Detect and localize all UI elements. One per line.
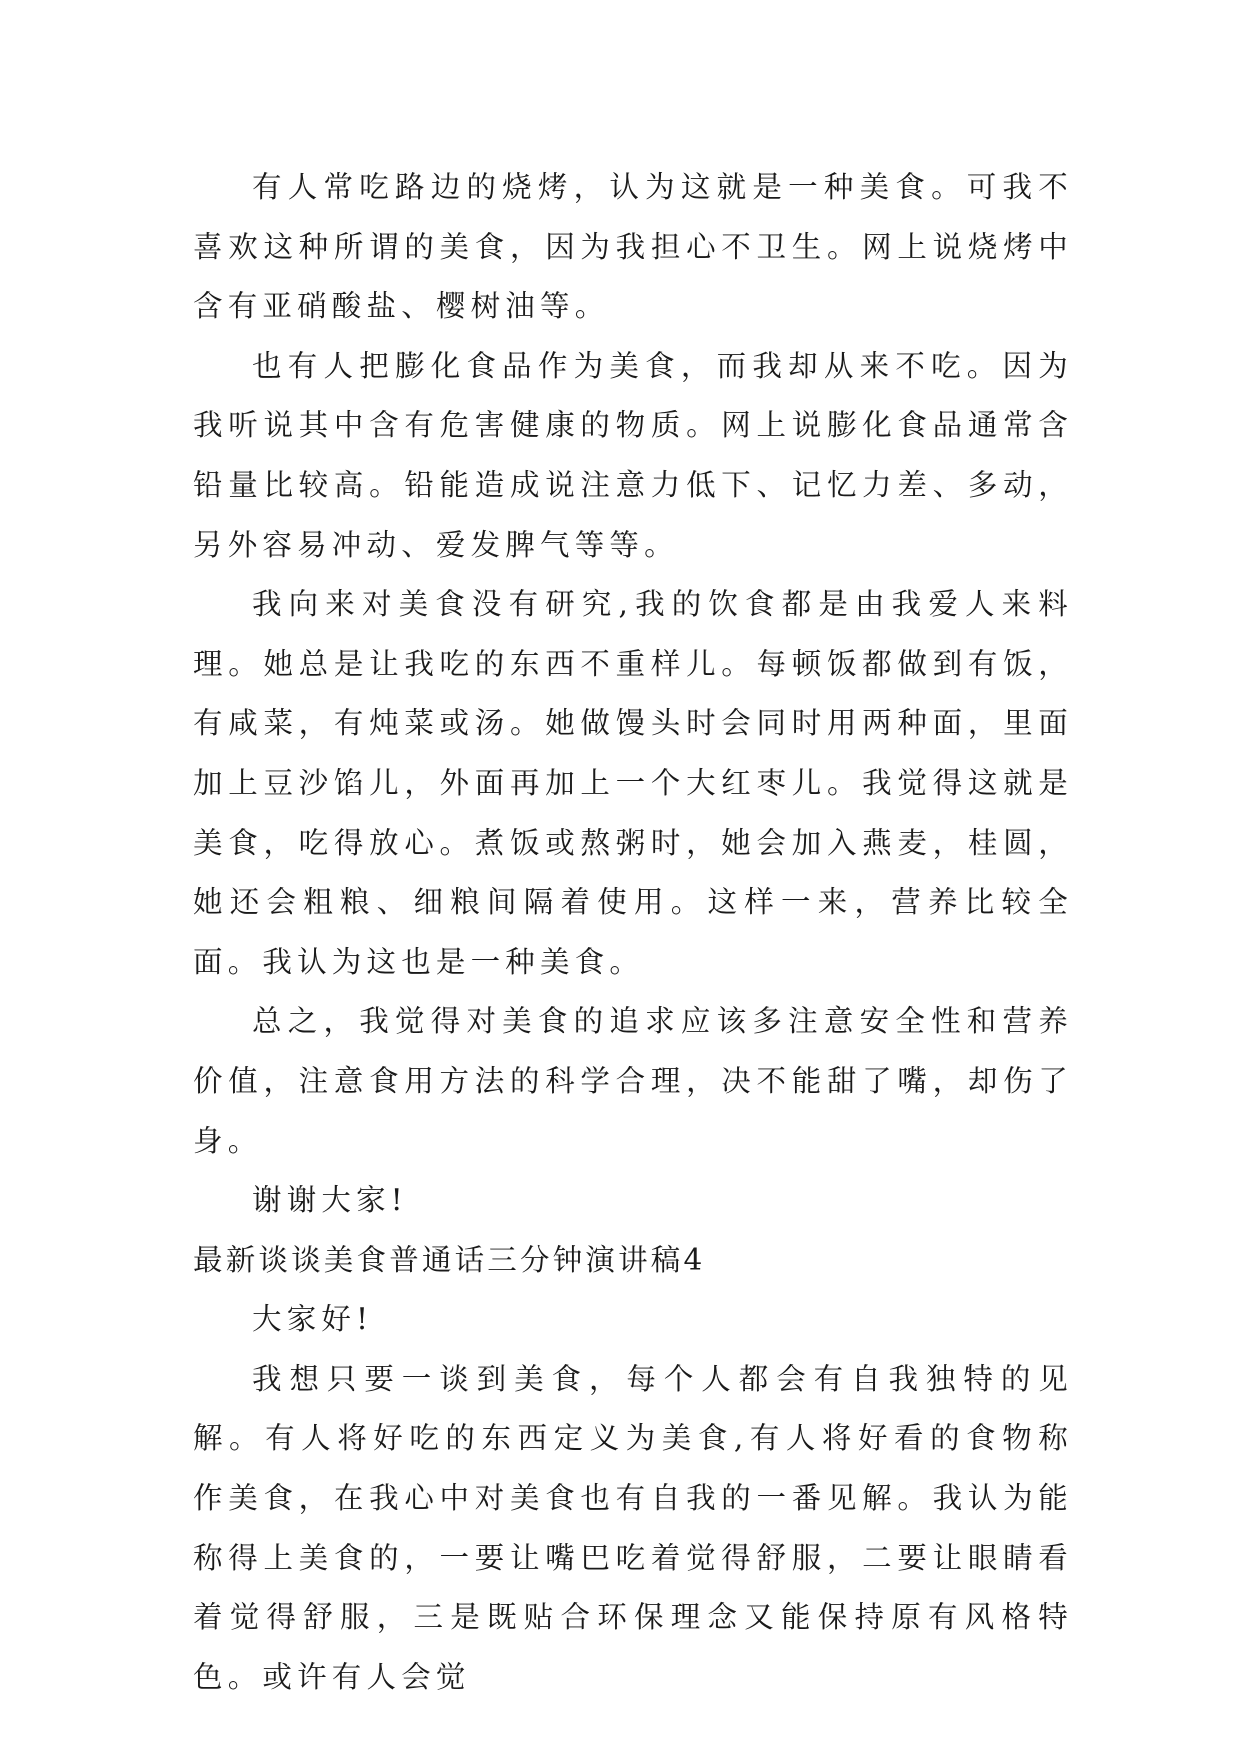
paragraph-opinion: 我想只要一谈到美食，每个人都会有自我独特的见解。有人将好吃的东西定义为美食,有人将好看的食物称作美食，在我心中对美食也有自我的一番见解。我认为能称得上美食的，一要让嘴巴吃着觉得舒服，二要让眼睛看着觉得舒服，三是既贴合环保理念又能保持原有风格特色。或许有人会觉	[193, 1361, 1073, 1694]
paragraph-barbecue: 有人常吃路边的烧烤，认为这就是一种美食。可我不喜欢这种所谓的美食，因为我担心不卫生。网上说烧烤中含有亚硝酸盐、樱树油等。	[193, 170, 1073, 324]
section-heading: 最新谈谈美食普通话三分钟演讲稿4	[193, 1242, 706, 1277]
paragraph-conclusion: 总之，我觉得对美食的追求应该多注意安全性和营养价值，注意食用方法的科学合理，决不能甜了嘴，却伤了身。	[193, 1004, 1073, 1158]
document-body	[193, 158, 1073, 1707]
paragraph-puffed-food: 也有人把膨化食品作为美食，而我却从来不吃。因为我听说其中含有危害健康的物质。网上说膨化食品通常含铅量比较高。铅能造成说注意力低下、记忆力差、多动，另外容易冲动、爱发脾气等等。	[193, 348, 1073, 562]
paragraph-home-cooking: 我向来对美食没有研究,我的饮食都是由我爱人来料理。她总是让我吃的东西不重样儿。每顿饭都做到有饭，有咸菜，有炖菜或汤。她做馒头时会同时用两种面，里面加上豆沙馅儿，外面再加上一个大红枣儿。我觉得这就是美食，吃得放心。煮饭或熬粥时，她会加入燕麦，桂圆，她还会粗粮、细粮间隔着使用。这样一来，营养比较全面。我认为这也是一种美食。	[193, 587, 1073, 979]
paragraph-thanks: 谢谢大家!	[252, 1183, 408, 1218]
paragraph-greeting: 大家好!	[252, 1302, 374, 1337]
